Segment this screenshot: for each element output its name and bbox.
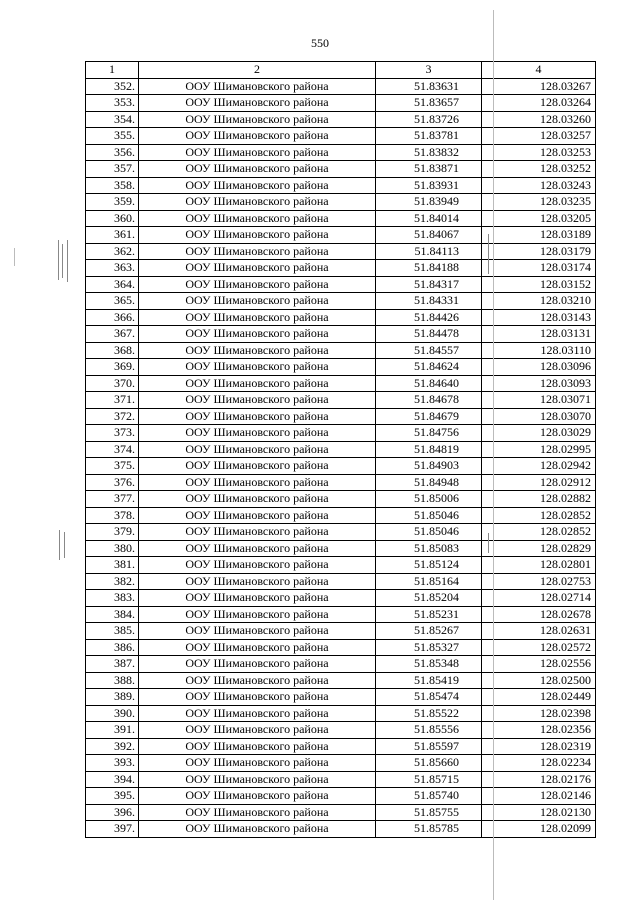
organization-cell: ООУ Шимановского района [139,210,376,227]
longitude-cell: 128.02099 [482,821,596,838]
scan-mark-cell [488,234,489,274]
longitude-cell: 128.03253 [482,144,596,161]
row-number-cell: 396. [86,804,139,821]
latitude-cell: 51.85083 [376,540,482,557]
latitude-cell: 51.84948 [376,474,482,491]
longitude-cell: 128.03152 [482,276,596,293]
table-row [86,128,596,145]
latitude-cell: 51.85755 [376,804,482,821]
table-row [86,425,596,442]
table-row [86,804,596,821]
table-row [86,623,596,640]
longitude-cell: 128.03179 [482,243,596,260]
header-col-4: 4 [482,62,596,79]
row-number-cell: 377. [86,491,139,508]
longitude-cell: 128.03210 [482,293,596,310]
table-row [86,441,596,458]
organization-cell: ООУ Шимановского района [139,425,376,442]
longitude-cell: 128.03235 [482,194,596,211]
organization-cell: ООУ Шимановского района [139,111,376,128]
table-row [86,755,596,772]
latitude-cell: 51.84819 [376,441,482,458]
row-number-cell: 368. [86,342,139,359]
latitude-cell: 51.85522 [376,705,482,722]
longitude-cell: 128.02753 [482,573,596,590]
row-number-cell: 384. [86,606,139,623]
organization-cell: ООУ Шимановского района [139,375,376,392]
row-number-cell: 391. [86,722,139,739]
table-row [86,821,596,838]
latitude-cell: 51.84624 [376,359,482,376]
row-number-cell: 366. [86,309,139,326]
latitude-cell: 51.84478 [376,326,482,343]
organization-cell: ООУ Шимановского района [139,557,376,574]
latitude-cell: 51.83871 [376,161,482,178]
table-row [86,573,596,590]
row-number-cell: 359. [86,194,139,211]
table-row [86,771,596,788]
table-row [86,342,596,359]
latitude-cell: 51.84331 [376,293,482,310]
latitude-cell: 51.83781 [376,128,482,145]
scan-margin-line [493,10,494,900]
organization-cell: ООУ Шимановского района [139,326,376,343]
organization-cell: ООУ Шимановского района [139,441,376,458]
row-number-cell: 353. [86,95,139,112]
table-row [86,738,596,755]
organization-cell: ООУ Шимановского района [139,227,376,244]
longitude-cell: 128.02572 [482,639,596,656]
table-row [86,194,596,211]
longitude-cell: 128.03264 [482,95,596,112]
table-row [86,276,596,293]
row-number-cell: 365. [86,293,139,310]
table-row [86,507,596,524]
longitude-cell: 128.03071 [482,392,596,409]
longitude-cell: 128.03252 [482,161,596,178]
organization-cell: ООУ Шимановского района [139,573,376,590]
longitude-cell: 128.02398 [482,705,596,722]
organization-cell: ООУ Шимановского района [139,540,376,557]
table-row [86,408,596,425]
organization-cell: ООУ Шимановского района [139,689,376,706]
row-number-cell: 394. [86,771,139,788]
longitude-cell: 128.03143 [482,309,596,326]
organization-cell: ООУ Шимановского района [139,309,376,326]
longitude-cell: 128.02852 [482,524,596,541]
latitude-cell: 51.84188 [376,260,482,277]
organization-cell: ООУ Шимановского района [139,705,376,722]
row-number-cell: 363. [86,260,139,277]
organization-cell: ООУ Шимановского района [139,590,376,607]
organization-cell: ООУ Шимановского района [139,788,376,805]
table-row [86,95,596,112]
latitude-cell: 51.84067 [376,227,482,244]
longitude-cell: 128.02678 [482,606,596,623]
row-number-cell: 374. [86,441,139,458]
latitude-cell: 51.85046 [376,524,482,541]
table-row [86,161,596,178]
row-number-cell: 392. [86,738,139,755]
organization-cell: ООУ Шимановского района [139,177,376,194]
organization-cell: ООУ Шимановского района [139,458,376,475]
header-col-1: 1 [86,62,139,79]
latitude-cell: 51.84640 [376,375,482,392]
longitude-cell: 128.02356 [482,722,596,739]
longitude-cell: 128.03110 [482,342,596,359]
longitude-cell: 128.02500 [482,672,596,689]
organization-cell: ООУ Шимановского района [139,623,376,640]
longitude-cell: 128.02912 [482,474,596,491]
scan-mark-left-upper [58,240,59,280]
row-number-cell: 373. [86,425,139,442]
row-number-cell: 376. [86,474,139,491]
row-number-cell: 369. [86,359,139,376]
table-row [86,458,596,475]
table-row [86,656,596,673]
longitude-cell: 128.03257 [482,128,596,145]
organization-cell: ООУ Шимановского района [139,194,376,211]
latitude-cell: 51.84113 [376,243,482,260]
latitude-cell: 51.85740 [376,788,482,805]
organization-cell: ООУ Шимановского района [139,144,376,161]
organization-cell: ООУ Шимановского района [139,524,376,541]
longitude-cell: 128.02714 [482,590,596,607]
organization-cell: ООУ Шимановского района [139,408,376,425]
longitude-cell: 128.02852 [482,507,596,524]
organization-cell: ООУ Шимановского района [139,359,376,376]
table-row [86,689,596,706]
row-number-cell: 390. [86,705,139,722]
header-col-3: 3 [376,62,482,79]
scan-mark-left-upper [62,244,63,278]
longitude-cell: 128.02829 [482,540,596,557]
latitude-cell: 51.84557 [376,342,482,359]
row-number-cell: 355. [86,128,139,145]
latitude-cell: 51.85419 [376,672,482,689]
table-row [86,788,596,805]
table-row [86,111,596,128]
table-row [86,227,596,244]
table-row [86,474,596,491]
row-number-cell: 397. [86,821,139,838]
longitude-cell: 128.03093 [482,375,596,392]
longitude-cell: 128.02995 [482,441,596,458]
row-number-cell: 388. [86,672,139,689]
page-number: 550 [311,36,329,50]
row-number-cell: 379. [86,524,139,541]
scan-mark-cell [488,533,489,553]
table-row [86,524,596,541]
row-number-cell: 389. [86,689,139,706]
latitude-cell: 51.84679 [376,408,482,425]
organization-cell: ООУ Шимановского района [139,639,376,656]
row-number-cell: 393. [86,755,139,772]
organization-cell: ООУ Шимановского района [139,95,376,112]
row-number-cell: 378. [86,507,139,524]
table-row [86,375,596,392]
table-header-row [86,62,596,79]
table-row [86,78,596,95]
row-number-cell: 367. [86,326,139,343]
row-number-cell: 385. [86,623,139,640]
table-row [86,606,596,623]
organization-cell: ООУ Шимановского района [139,656,376,673]
row-number-cell: 380. [86,540,139,557]
table-row [86,309,596,326]
latitude-cell: 51.85046 [376,507,482,524]
longitude-cell: 128.02556 [482,656,596,673]
organization-cell: ООУ Шимановского района [139,755,376,772]
table-row [86,144,596,161]
organization-cell: ООУ Шимановского района [139,474,376,491]
table-row [86,210,596,227]
latitude-cell: 51.83631 [376,78,482,95]
row-number-cell: 362. [86,243,139,260]
table-row [86,293,596,310]
latitude-cell: 51.85348 [376,656,482,673]
organization-cell: ООУ Шимановского района [139,161,376,178]
longitude-cell: 128.02631 [482,623,596,640]
longitude-cell: 128.02942 [482,458,596,475]
table-row [86,260,596,277]
table-row [86,243,596,260]
latitude-cell: 51.85006 [376,491,482,508]
table-row [86,639,596,656]
organization-cell: ООУ Шимановского района [139,771,376,788]
row-number-cell: 386. [86,639,139,656]
row-number-cell: 383. [86,590,139,607]
latitude-cell: 51.85267 [376,623,482,640]
header-col-2: 2 [139,62,376,79]
longitude-cell: 128.02801 [482,557,596,574]
table-row [86,672,596,689]
latitude-cell: 51.84678 [376,392,482,409]
organization-cell: ООУ Шимановского района [139,260,376,277]
latitude-cell: 51.85164 [376,573,482,590]
longitude-cell: 128.02176 [482,771,596,788]
latitude-cell: 51.85124 [376,557,482,574]
row-number-cell: 361. [86,227,139,244]
table-row [86,557,596,574]
row-number-cell: 387. [86,656,139,673]
latitude-cell: 51.84903 [376,458,482,475]
table-row [86,177,596,194]
longitude-cell: 128.02319 [482,738,596,755]
longitude-cell: 128.02234 [482,755,596,772]
longitude-cell: 128.03131 [482,326,596,343]
latitude-cell: 51.83726 [376,111,482,128]
row-number-cell: 356. [86,144,139,161]
longitude-cell: 128.02130 [482,804,596,821]
longitude-cell: 128.03070 [482,408,596,425]
longitude-cell: 128.03260 [482,111,596,128]
latitude-cell: 51.85715 [376,771,482,788]
latitude-cell: 51.85660 [376,755,482,772]
latitude-cell: 51.83931 [376,177,482,194]
organization-cell: ООУ Шимановского района [139,804,376,821]
row-number-cell: 360. [86,210,139,227]
latitude-cell: 51.85785 [376,821,482,838]
latitude-cell: 51.83949 [376,194,482,211]
latitude-cell: 51.85231 [376,606,482,623]
row-number-cell: 352. [86,78,139,95]
table-row [86,392,596,409]
latitude-cell: 51.83832 [376,144,482,161]
latitude-cell: 51.84756 [376,425,482,442]
longitude-cell: 128.03174 [482,260,596,277]
row-number-cell: 364. [86,276,139,293]
scan-mark-left-far [14,248,15,266]
latitude-cell: 51.85474 [376,689,482,706]
organization-cell: ООУ Шимановского района [139,491,376,508]
latitude-cell: 51.84014 [376,210,482,227]
longitude-cell: 128.03029 [482,425,596,442]
scan-mark-left-lower [59,530,60,560]
row-number-cell: 354. [86,111,139,128]
organization-cell: ООУ Шимановского района [139,507,376,524]
latitude-cell: 51.83657 [376,95,482,112]
table-row [86,540,596,557]
table-row [86,491,596,508]
row-number-cell: 370. [86,375,139,392]
organization-cell: ООУ Шимановского района [139,243,376,260]
table-row [86,359,596,376]
latitude-cell: 51.85597 [376,738,482,755]
row-number-cell: 357. [86,161,139,178]
organization-cell: ООУ Шимановского района [139,342,376,359]
organization-cell: ООУ Шимановского района [139,722,376,739]
latitude-cell: 51.85556 [376,722,482,739]
row-number-cell: 395. [86,788,139,805]
latitude-cell: 51.85204 [376,590,482,607]
organization-cell: ООУ Шимановского района [139,128,376,145]
table-row [86,722,596,739]
longitude-cell: 128.03243 [482,177,596,194]
longitude-cell: 128.02882 [482,491,596,508]
latitude-cell: 51.84426 [376,309,482,326]
organization-cell: ООУ Шимановского района [139,821,376,838]
table-body [86,78,596,837]
longitude-cell: 128.03267 [482,78,596,95]
longitude-cell: 128.03205 [482,210,596,227]
organization-cell: ООУ Шимановского района [139,78,376,95]
organization-cell: ООУ Шимановского района [139,672,376,689]
row-number-cell: 371. [86,392,139,409]
longitude-cell: 128.02449 [482,689,596,706]
longitude-cell: 128.03189 [482,227,596,244]
coordinates-table-wrapper [85,61,596,838]
table-row [86,705,596,722]
table-row [86,326,596,343]
latitude-cell: 51.84317 [376,276,482,293]
row-number-cell: 382. [86,573,139,590]
organization-cell: ООУ Шимановского района [139,293,376,310]
longitude-cell: 128.03096 [482,359,596,376]
row-number-cell: 381. [86,557,139,574]
organization-cell: ООУ Шимановского района [139,392,376,409]
scan-mark-left-upper [67,240,68,282]
longitude-cell: 128.02146 [482,788,596,805]
organization-cell: ООУ Шимановского района [139,276,376,293]
row-number-cell: 372. [86,408,139,425]
row-number-cell: 375. [86,458,139,475]
coordinates-table [85,61,596,838]
row-number-cell: 358. [86,177,139,194]
scan-mark-left-lower [64,532,65,558]
organization-cell: ООУ Шимановского района [139,606,376,623]
latitude-cell: 51.85327 [376,639,482,656]
organization-cell: ООУ Шимановского района [139,738,376,755]
table-row [86,590,596,607]
